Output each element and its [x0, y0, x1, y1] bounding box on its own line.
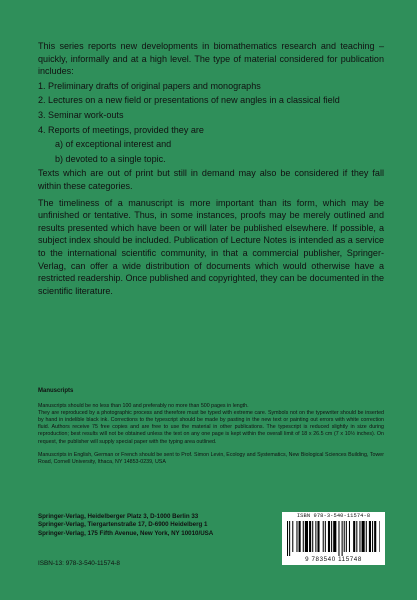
intro-paragraph: This series reports new developments in biomathematics research and teaching – quickly, informally and at a high level. The type of material considered for publication includes: — [38, 41, 384, 77]
barcode-bar — [328, 521, 330, 552]
list-item: 4. Reports of meetings, provided they are — [38, 124, 204, 135]
barcode-bar — [379, 521, 380, 552]
publisher-address: Springer-Verlag, Heidelberger Platz 3, D-1000 Berlin 33 — [38, 513, 199, 520]
barcode-bar — [289, 521, 290, 556]
barcode-bar — [303, 521, 304, 552]
barcode — [282, 512, 385, 565]
barcode-bar — [342, 521, 343, 556]
barcode-bar — [344, 521, 345, 552]
barcode-bar — [309, 521, 311, 552]
manuscripts-length: Manuscripts should be no less than 100 and preferably no more than 500 pages in length. — [38, 403, 249, 410]
publisher-address: Springer-Verlag, Tiergartenstraße 17, D-6900 Heidelberg 1 — [38, 521, 208, 529]
barcode-bar — [317, 521, 319, 552]
barcode-bar — [323, 521, 324, 552]
barcode-bar — [369, 521, 371, 552]
list-item: 3. Seminar work-outs — [38, 109, 124, 120]
barcode-bar — [349, 521, 350, 552]
barcode-bar — [305, 521, 308, 552]
barcode-bar — [366, 521, 367, 552]
barcode-bar — [359, 521, 360, 552]
out-of-print-paragraph: Texts which are out of print but still in demand may also be considered if they fall within these categories. — [38, 168, 384, 191]
barcode-bar — [356, 521, 357, 552]
manuscripts-heading: Manuscripts — [38, 388, 74, 394]
barcode-bar — [346, 521, 347, 552]
barcode-bar — [325, 521, 326, 552]
timeliness-paragraph: The timeliness of a manuscript is more important than its form, which may be unfinished or tentative. Thus, in some instances, proofs may be merely outlined and results presented which have been or will later be published elsewhere. If possible, a subject index should be included. Publication of Lecture Notes is intended as a service to the international scientific community, in that a commercial publisher, Springer-Verlag, can offer a wide distribution of documents which would otherwise have a restricted readership. Once published and copyrighted, they can be documented in the scientific literature. — [38, 197, 385, 296]
barcode-bars — [287, 521, 380, 556]
series-description — [38, 40, 384, 297]
manuscripts-instructions: They are reproduced by a photographic process and therefore must be typed with extreme care. Symbols not on the typewriter should be inserted by hand in indelible black ink. Corrections to the typescript should be made by pasting in the new text or painting out errors with white correction fluid. Authors receive 75 free copies and are free to use the material in other publications. The typescript is reduced slightly in size during reproduction; best results will not be obtained unless the text on any one page is kept within the overall limit of 18 x 26.5 cm (7 x 10½ inches). On request, the publisher will supply special paper with the typing area outlined. — [38, 410, 384, 445]
isbn-label: ISBN-13: 978-3-540-11574-8 — [38, 560, 120, 567]
barcode-bar — [287, 521, 288, 556]
barcode-bar — [296, 521, 297, 552]
manuscripts-section — [38, 388, 384, 466]
manuscripts-submission: Manuscripts in English, German or French should be sent to Prof. Simon Levin, Ecology and Systematics, New Biological Sciences Building, Tower Road, Cornell University, Ithaca, NY 14853-0239, USA — [38, 451, 384, 465]
barcode-isbn-text: ISBN 978-3-540-11574-8 — [296, 513, 371, 519]
sublist-item: a) of exceptional interest and — [55, 139, 172, 150]
barcode-bar — [338, 521, 339, 556]
sublist-item: b) devoted to a single topic. — [55, 153, 166, 164]
barcode-bar — [362, 521, 365, 552]
barcode-bar — [292, 521, 293, 552]
barcode-bar — [331, 521, 332, 552]
barcode-bar — [312, 521, 313, 552]
publisher-address: Springer-Verlag, 175 Fifth Avenue, New York, NY 10010/USA — [38, 529, 214, 537]
barcode-bar — [299, 521, 301, 552]
publisher-addresses — [38, 513, 268, 538]
barcode-bar — [315, 521, 316, 552]
list-item: 2. Lectures on a new field or presentations of new angles in a classical field — [38, 95, 340, 106]
barcode-bar — [353, 521, 355, 552]
barcode-bar — [333, 521, 336, 552]
list-item: 1. Preliminary drafts of original papers and monographs — [38, 80, 261, 91]
barcode-bar — [374, 521, 376, 552]
barcode-bar — [372, 521, 373, 552]
barcode-digits: 9 783540 115748 — [305, 556, 362, 563]
